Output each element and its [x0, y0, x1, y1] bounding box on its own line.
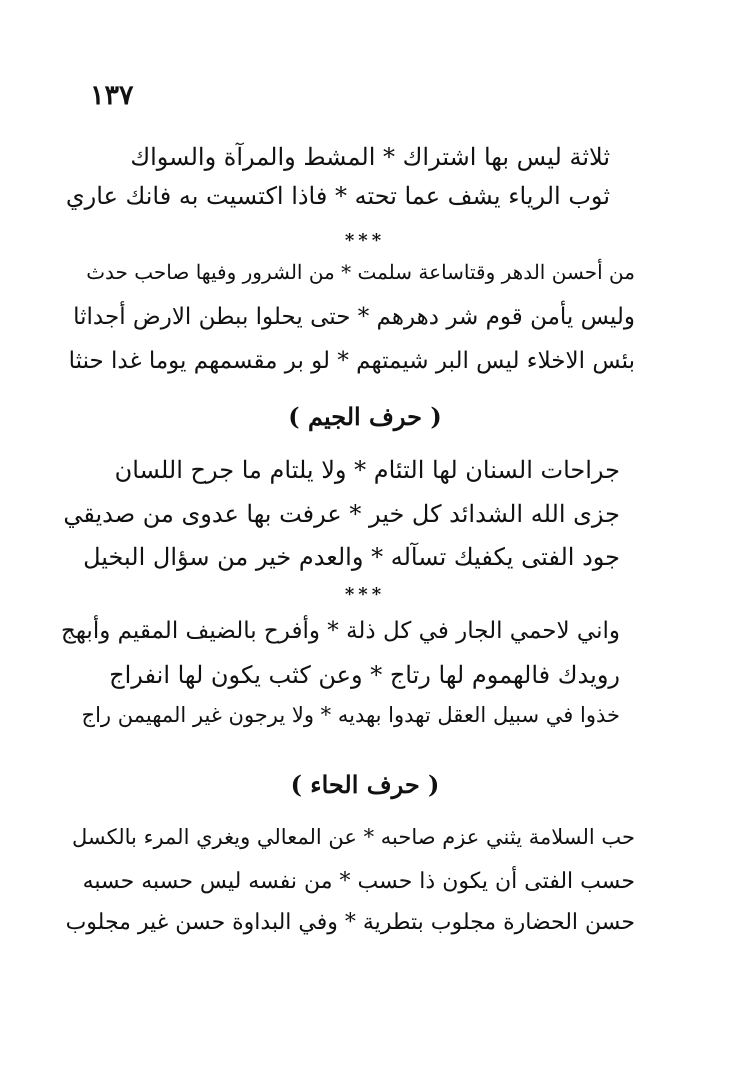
- chapter-heading: ( حرف الجيم ): [288, 402, 442, 431]
- verse-line: جود الفتى يكفيك تسآله * والعدم خير من سؤال البخيل: [83, 543, 620, 571]
- verse-line: حسن الحضارة مجلوب بتطرية * وفي البداوة حسن غير مجلوب: [65, 910, 635, 935]
- verse-line: وليس يأمن قوم شر دهرهم * حتى يحلوا ببطن الارض أجداثا: [73, 304, 635, 330]
- verse-line: رويدك فالهموم لها رتاج * وعن كثب يكون لها انفراج: [109, 661, 620, 689]
- page-number: ١٣٧: [90, 80, 134, 111]
- chapter-heading: ( حرف الحاء ): [290, 770, 440, 799]
- verse-line: ثوب الرياء يشف عما تحته * فاذا اكتسيت به فانك عاري: [65, 182, 610, 210]
- verse-line: خذوا في سبيل العقل تهدوا بهديه * ولا يرجون غير المهيمن راج: [81, 703, 620, 727]
- verse-line: جزى الله الشدائد كل خير * عرفت بها عدوى من صديقي: [63, 500, 620, 528]
- verse-line: ثلاثة ليس بها اشتراك * المشط والمرآة والسواك: [130, 143, 610, 171]
- verse-line: بئس الاخلاء ليس البر شيمتهم * لو بر مقسمهم يوما غدا حنثا: [68, 348, 635, 374]
- verse-line: حسب الفتى أن يكون ذا حسب * من نفسه ليس حسبه حسبه: [82, 869, 635, 894]
- verse-line: حب السلامة يثني عزم صاحبه * عن المعالي ويغري المرء بالكسل: [72, 825, 635, 849]
- verse-line: من أحسن الدهر وقتاساعة سلمت * من الشرور وفيها صاحب حدث: [86, 260, 635, 284]
- section-separator: ***: [344, 584, 386, 605]
- section-separator: ***: [344, 230, 386, 251]
- verse-line: جراحات السنان لها التئام * ولا يلتام ما جرح اللسان: [114, 456, 620, 484]
- verse-line: واني لاحمي الجار في كل ذلة * وأفرح بالضيف المقيم وأبهج: [60, 618, 620, 644]
